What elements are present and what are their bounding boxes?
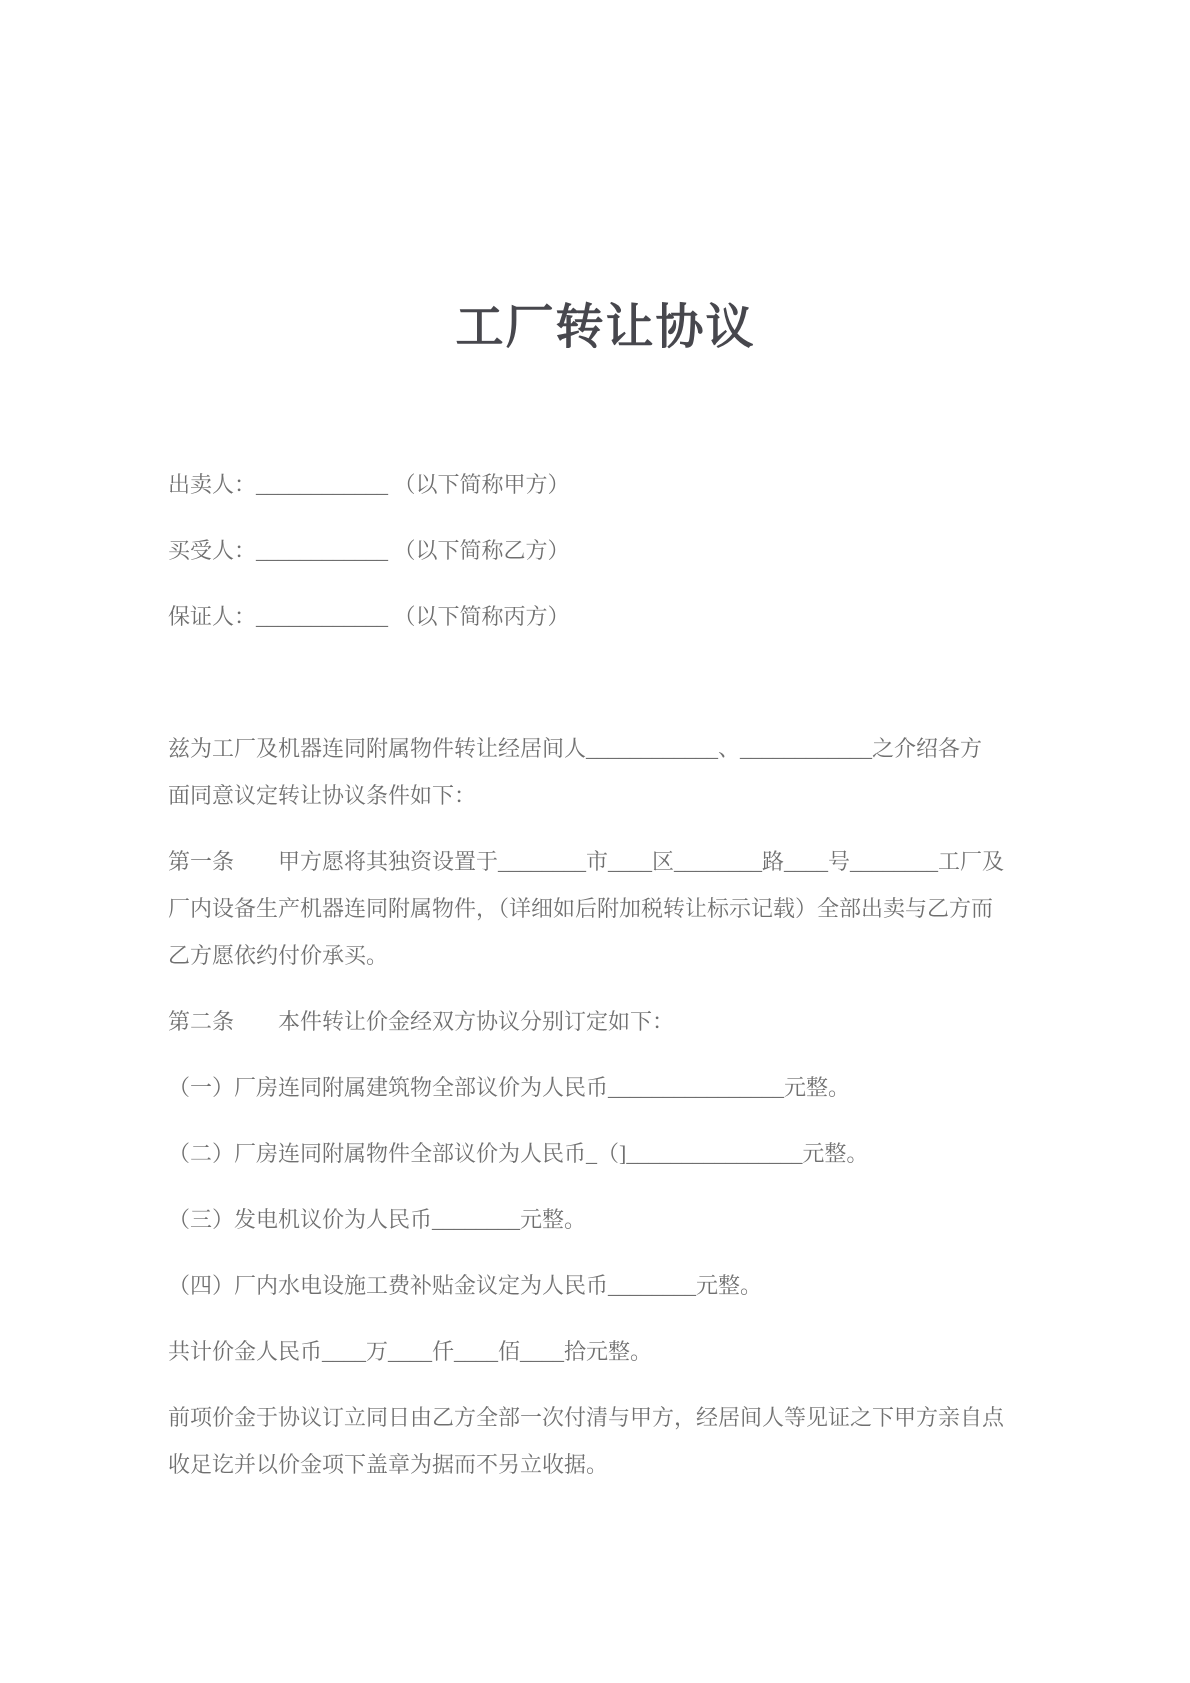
- article-2-item-4: [168, 1262, 1043, 1309]
- text-line: 乙方愿依约付价承买。: [168, 943, 389, 968]
- text-line: （二）厂房连同附属物件全部议价为人民币_（]________________元整。: [168, 1141, 869, 1166]
- text-line: 厂内设备生产机器连同附属物件，（详细如后附加税转让标示记载）全部出卖与乙方而: [168, 896, 994, 921]
- text-line: 面同意议定转让协议条件如下：: [168, 783, 477, 808]
- text-line: 收足讫并以价金项下盖章为据而不另立收据。: [168, 1452, 609, 1477]
- preamble-paragraph: [168, 725, 1043, 819]
- article-2-item-2: [168, 1130, 1043, 1177]
- text-line: 第二条 本件转让价金经双方协议分别订定如下：: [168, 1009, 675, 1034]
- text-line: 前项价金于协议订立同日由乙方全部一次付清与甲方，经居间人等见证之下甲方亲自点: [168, 1405, 1005, 1430]
- party-buyer-line: [168, 527, 1043, 574]
- text-line: 第一条 甲方愿将其独资设置于________市____区________路____号________工厂及: [168, 849, 1005, 874]
- article-2-intro-paragraph: [168, 998, 1043, 1045]
- article-2-item-3: [168, 1196, 1043, 1243]
- text-line: 共计价金人民币____万____仟____佰____拾元整。: [168, 1339, 653, 1364]
- document-body: [168, 0, 1043, 1507]
- text-line: 保证人：____________ （以下简称丙方）: [168, 604, 570, 629]
- article-1-paragraph: [168, 838, 1043, 979]
- article-2-item-1: [168, 1064, 1043, 1111]
- party-seller-line: [168, 461, 1043, 508]
- text-line: （四）厂内水电设施工费补贴金议定为人民币________元整。: [168, 1273, 763, 1298]
- payment-terms-paragraph: [168, 1394, 1043, 1488]
- text-line: 出卖人：____________ （以下简称甲方）: [168, 472, 570, 497]
- text-line: （一）厂房连同附属建筑物全部议价为人民币________________元整。: [168, 1075, 851, 1100]
- text-line: 兹为工厂及机器连同附属物件转让经居间人____________、____________之介绍各方: [168, 736, 983, 761]
- total-price-paragraph: [168, 1328, 1043, 1375]
- document-title: 工厂转让协议: [455, 301, 756, 354]
- party-guarantor-line: [168, 593, 1043, 640]
- text-line: 买受人：____________ （以下简称乙方）: [168, 538, 570, 563]
- text-line: （三）发电机议价为人民币________元整。: [168, 1207, 587, 1232]
